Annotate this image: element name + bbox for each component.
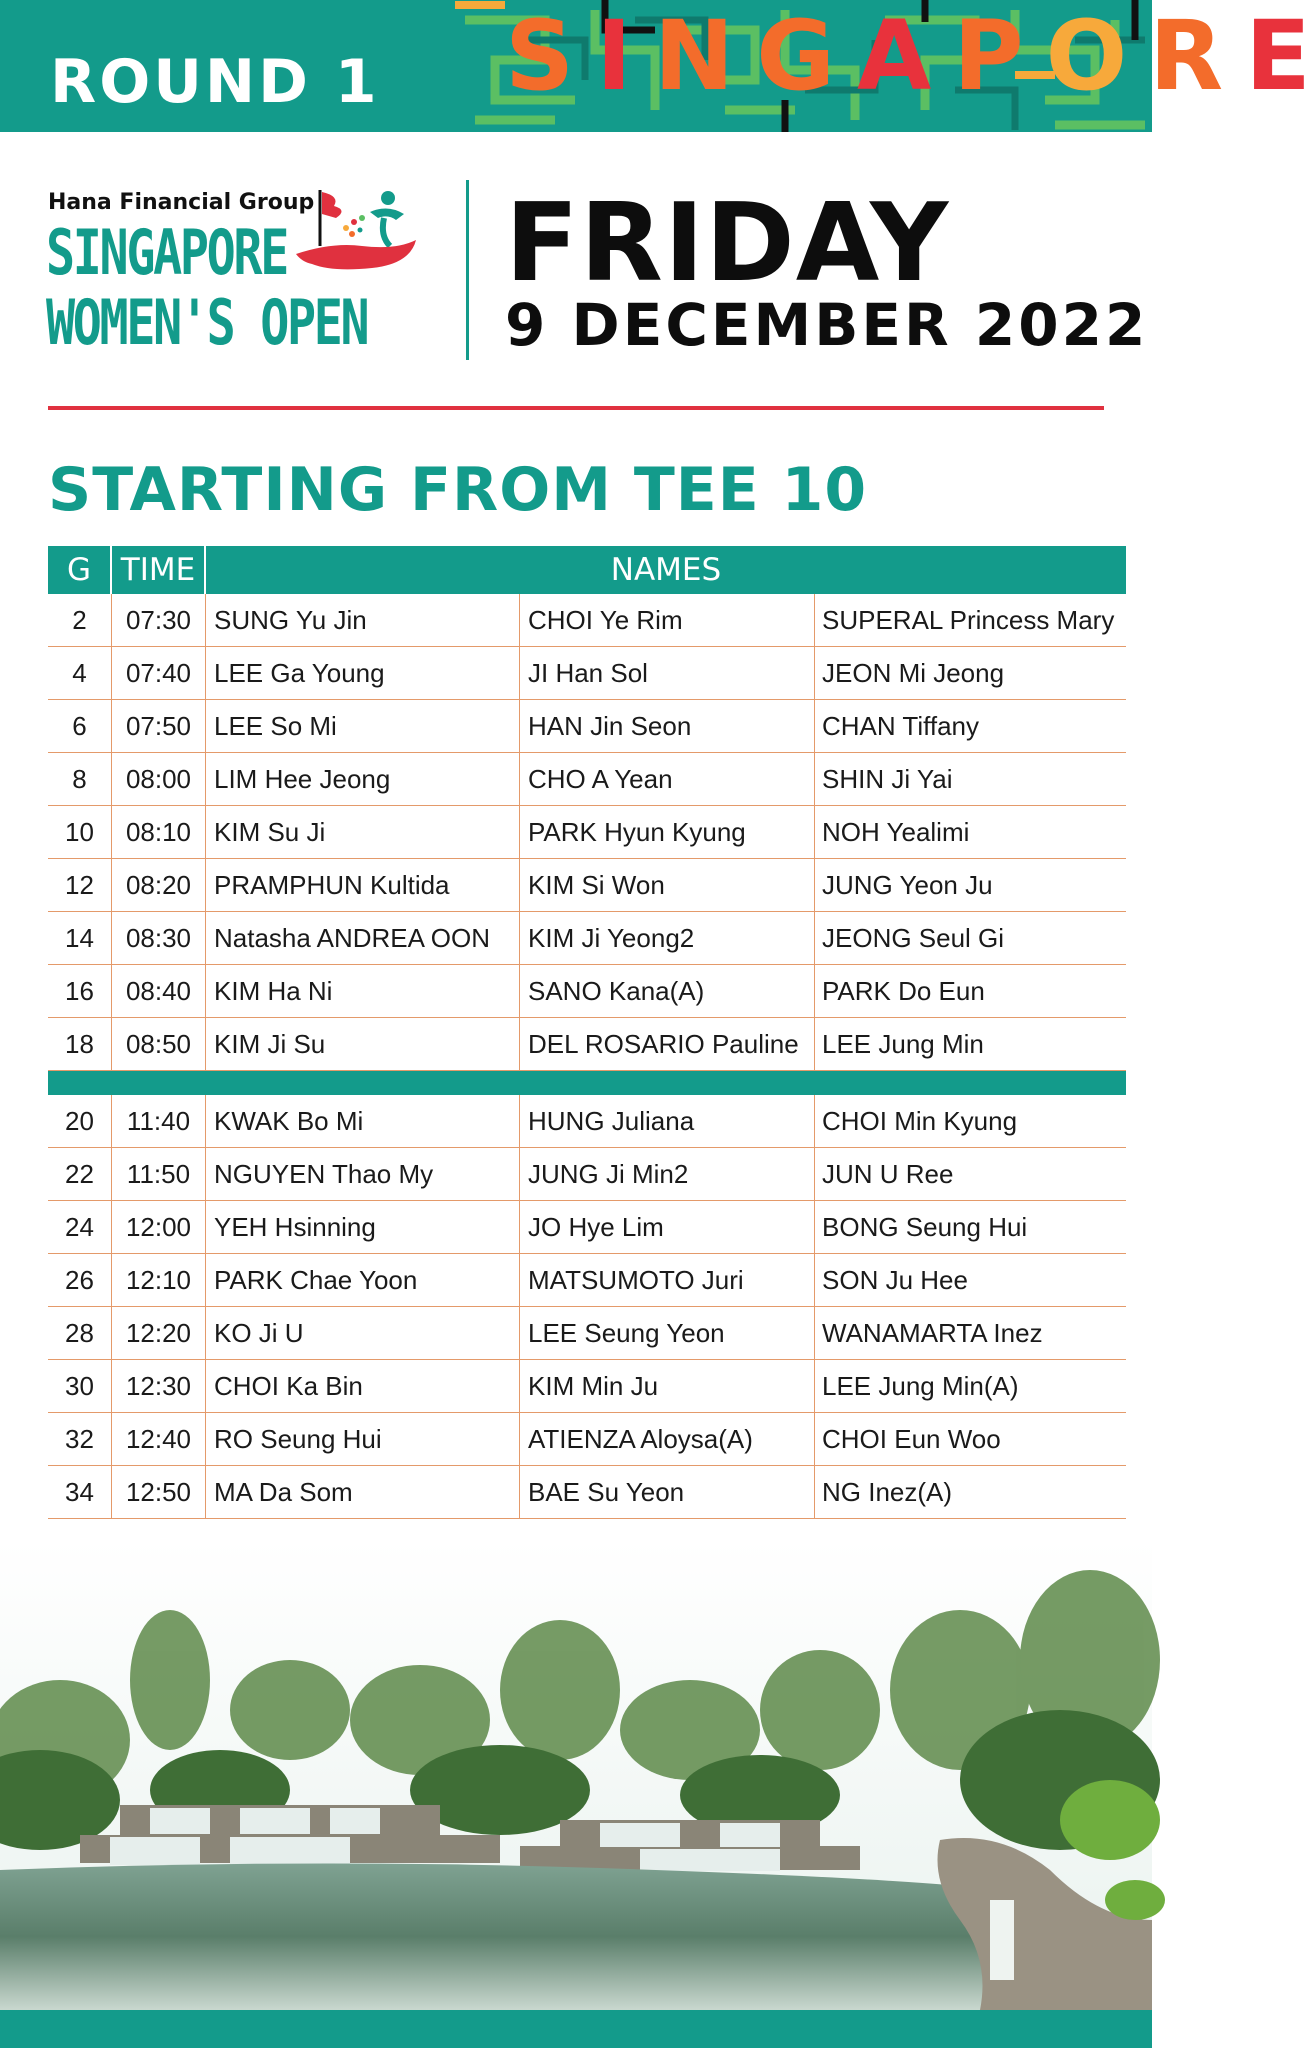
player-1: CHOI Ka Bin <box>206 1360 520 1412</box>
player-2: MATSUMOTO Juri <box>520 1254 815 1306</box>
player-3: JUNG Yeon Ju <box>822 869 993 900</box>
tee-time: 08:10 <box>112 806 206 858</box>
tee-time: 11:40 <box>112 1095 206 1147</box>
player-2: KIM Ji Yeong2 <box>520 912 815 964</box>
header-banner <box>0 0 1311 132</box>
player-3: PARK Do Eun <box>822 975 985 1006</box>
table-row <box>48 1360 1126 1413</box>
table-row <box>48 965 1126 1018</box>
player-3: JEON Mi Jeong <box>822 657 1005 688</box>
player-3: SON Ju Hee <box>822 1264 968 1295</box>
table-row <box>48 859 1126 912</box>
player-3: LEE Jung Min(A) <box>822 1370 1019 1401</box>
header-names: NAMES <box>610 552 722 588</box>
group-number: 14 <box>48 912 112 964</box>
table-row <box>48 1095 1126 1148</box>
event-logo-line1: SINGAPORE <box>46 216 287 289</box>
city-letter-n: N <box>653 0 735 112</box>
table-header <box>48 546 1126 594</box>
player-2: CHO A Yean <box>520 753 815 805</box>
player-3: JEONG Seul Gi <box>822 922 1005 953</box>
player-2: HAN Jin Seon <box>520 700 815 752</box>
player-1: YEH Hsinning <box>206 1201 520 1253</box>
player-3: WANAMARTA Inez <box>822 1317 1043 1348</box>
round-label: ROUND 1 <box>50 47 380 117</box>
tee-time: 08:30 <box>112 912 206 964</box>
city-letter-i: I <box>596 0 632 112</box>
table-row <box>48 806 1126 859</box>
tee-time: 12:10 <box>112 1254 206 1306</box>
group-number: 20 <box>48 1095 112 1147</box>
group-number: 2 <box>48 594 112 646</box>
tee-time: 12:40 <box>112 1413 206 1465</box>
tee-time: 07:30 <box>112 594 206 646</box>
tee-time: 12:50 <box>112 1466 206 1518</box>
singapore-word-art <box>505 0 1311 112</box>
player-1: LEE Ga Young <box>206 647 520 699</box>
golfer-flag-icon <box>292 184 422 294</box>
player-3: JUN U Ree <box>822 1158 954 1189</box>
city-letter-g: G <box>756 0 835 112</box>
table-row <box>48 912 1126 965</box>
player-3: LEE Jung Min <box>822 1028 984 1059</box>
player-3: CHOI Eun Woo <box>822 1423 1001 1454</box>
group-number: 34 <box>48 1466 112 1518</box>
schedule-date: 9 DECEMBER 2022 <box>505 291 1149 359</box>
table-row <box>48 753 1126 806</box>
player-1: MA Da Som <box>206 1466 520 1518</box>
group-number: 26 <box>48 1254 112 1306</box>
player-1: KWAK Bo Mi <box>206 1095 520 1147</box>
player-1: NGUYEN Thao My <box>206 1148 520 1200</box>
city-letter-r: R <box>1149 0 1224 112</box>
group-number: 22 <box>48 1148 112 1200</box>
player-3: SUPERAL Princess Mary <box>822 604 1115 635</box>
tee-time: 07:40 <box>112 647 206 699</box>
group-number: 28 <box>48 1307 112 1359</box>
city-letter-s: S <box>505 0 575 112</box>
tee-times-table <box>48 546 1126 1519</box>
city-letter-o: O <box>1045 0 1128 112</box>
player-2: KIM Si Won <box>520 859 815 911</box>
tee-time: 11:50 <box>112 1148 206 1200</box>
player-1: KO Ji U <box>206 1307 520 1359</box>
player-2: JUNG Ji Min2 <box>520 1148 815 1200</box>
group-number: 32 <box>48 1413 112 1465</box>
group-number: 12 <box>48 859 112 911</box>
player-1: Natasha ANDREA OON <box>206 912 520 964</box>
group-number: 10 <box>48 806 112 858</box>
table-row <box>48 1018 1126 1071</box>
player-3: CHAN Tiffany <box>822 710 980 741</box>
tee-time: 12:00 <box>112 1201 206 1253</box>
red-divider <box>48 406 1104 410</box>
player-1: LIM Hee Jeong <box>206 753 520 805</box>
group-number: 18 <box>48 1018 112 1070</box>
player-2: JI Han Sol <box>520 647 815 699</box>
vertical-divider <box>466 180 469 360</box>
player-2: JO Hye Lim <box>520 1201 815 1253</box>
table-row <box>48 1201 1126 1254</box>
group-number: 24 <box>48 1201 112 1253</box>
player-2: CHOI Ye Rim <box>520 594 815 646</box>
player-1: KIM Su Ji <box>206 806 520 858</box>
player-3: NOH Yealimi <box>822 816 970 847</box>
player-1: KIM Ji Su <box>206 1018 520 1070</box>
schedule-day: FRIDAY <box>505 181 950 306</box>
tee-time: 07:50 <box>112 700 206 752</box>
player-1: SUNG Yu Jin <box>206 594 520 646</box>
player-2: HUNG Juliana <box>520 1095 815 1147</box>
session-separator <box>48 1071 1126 1095</box>
tee-time: 08:40 <box>112 965 206 1017</box>
table-row <box>48 594 1126 647</box>
player-2: ATIENZA Aloysa(A) <box>520 1413 815 1465</box>
table-row <box>48 1413 1126 1466</box>
group-number: 16 <box>48 965 112 1017</box>
player-1: RO Seung Hui <box>206 1413 520 1465</box>
city-letter-e: E <box>1245 0 1311 112</box>
tee-time: 12:30 <box>112 1360 206 1412</box>
player-2: DEL ROSARIO Pauline <box>520 1018 815 1070</box>
city-letter-a: A <box>857 0 932 112</box>
section-title: STARTING FROM TEE 10 <box>48 455 868 525</box>
group-number: 4 <box>48 647 112 699</box>
tee-time: 12:20 <box>112 1307 206 1359</box>
player-2: LEE Seung Yeon <box>520 1307 815 1359</box>
table-row <box>48 1466 1126 1519</box>
player-2: KIM Min Ju <box>520 1360 815 1412</box>
player-3: NG Inez(A) <box>822 1476 953 1507</box>
city-letter-p: P <box>953 0 1024 112</box>
tee-time: 08:00 <box>112 753 206 805</box>
player-3: BONG Seung Hui <box>822 1211 1028 1242</box>
player-2: BAE Su Yeon <box>520 1466 815 1518</box>
table-row <box>48 700 1126 753</box>
group-number: 8 <box>48 753 112 805</box>
footer-band <box>0 2010 1152 2048</box>
player-2: SANO Kana(A) <box>520 965 815 1017</box>
event-logo-line2: WOMEN'S OPEN <box>46 286 368 359</box>
tee-time: 08:20 <box>112 859 206 911</box>
table-row <box>48 1254 1126 1307</box>
group-number: 6 <box>48 700 112 752</box>
group-number: 30 <box>48 1360 112 1412</box>
player-2: PARK Hyun Kyung <box>520 806 815 858</box>
player-1: LEE So Mi <box>206 700 520 752</box>
table-row <box>48 647 1126 700</box>
player-3: SHIN Ji Yai <box>822 763 953 794</box>
header-group: G <box>48 546 112 594</box>
table-row <box>48 1148 1126 1201</box>
waterfall-scenery <box>0 1540 1152 2010</box>
table-row <box>48 1307 1126 1360</box>
player-1: PARK Chae Yoon <box>206 1254 520 1306</box>
tee-time: 08:50 <box>112 1018 206 1070</box>
player-1: PRAMPHUN Kultida <box>206 859 520 911</box>
sponsor-name: Hana Financial Group <box>48 190 315 215</box>
header-time: TIME <box>112 546 206 594</box>
player-1: KIM Ha Ni <box>206 965 520 1017</box>
player-3: CHOI Min Kyung <box>822 1105 1018 1136</box>
